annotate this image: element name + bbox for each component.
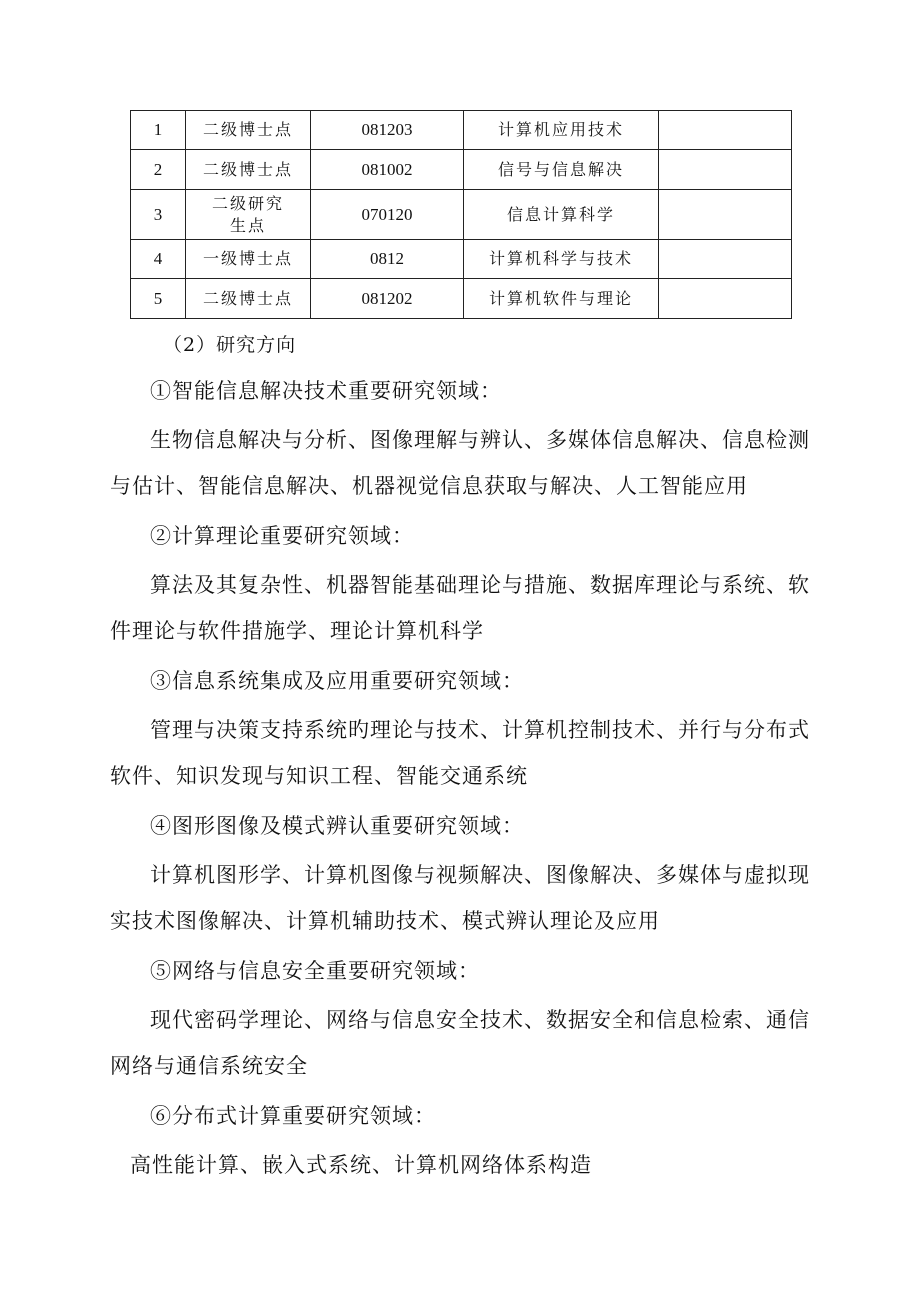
- cell-name: 计算机科学与技术: [464, 240, 659, 279]
- cell-name: 计算机软件与理论: [464, 279, 659, 319]
- table-row: [131, 190, 792, 240]
- table-row: [131, 279, 792, 319]
- degree-programs-table: [130, 110, 792, 319]
- cell-note: [659, 150, 792, 190]
- area-title: ⑥分布式计算重要研究领域：: [150, 1104, 436, 1128]
- area-description-line: 计算机图形学、计算机图像与视频解决、图像解决、多媒体与虚拟现: [150, 863, 810, 887]
- area-description-line: 与估计、智能信息解决、机器视觉信息获取与解决、人工智能应用: [110, 474, 748, 498]
- area-description-line: 生物信息解决与分析、图像理解与辨认、多媒体信息解决、信息检测: [150, 428, 810, 452]
- cell-note: [659, 279, 792, 319]
- area-description: [110, 997, 810, 1089]
- cell-code: 0812: [311, 240, 464, 279]
- area-description-line: 算法及其复杂性、机器智能基础理论与措施、数据库理论与系统、软: [150, 573, 810, 597]
- cell-number: 5: [131, 279, 186, 319]
- cell-number: 1: [131, 111, 186, 150]
- cell-level: 二级博士点: [186, 111, 311, 150]
- table-row: [131, 150, 792, 190]
- cell-level: 一级博士点: [186, 240, 311, 279]
- area-description: [110, 562, 810, 654]
- cell-name: 计算机应用技术: [464, 111, 659, 150]
- area-title: ①智能信息解决技术重要研究领域：: [150, 379, 502, 403]
- cell-code: 081202: [311, 279, 464, 319]
- cell-note: [659, 240, 792, 279]
- cell-name: 信息计算科学: [464, 190, 659, 240]
- cell-code: 070120: [311, 190, 464, 240]
- area-description-line: 现代密码学理论、网络与信息安全技术、数据安全和信息检索、通信: [150, 1008, 810, 1032]
- area-title: ②计算理论重要研究领域：: [150, 524, 414, 548]
- area-description-line: 高性能计算、嵌入式系统、计算机网络体系构造: [130, 1153, 592, 1177]
- table-row: [131, 111, 792, 150]
- area-title: ④图形图像及模式辨认重要研究领域：: [150, 814, 524, 838]
- area-description: [110, 417, 810, 509]
- cell-number: 4: [131, 240, 186, 279]
- area-description-line: 件理论与软件措施学、理论计算机科学: [110, 619, 484, 643]
- table-row: [131, 240, 792, 279]
- area-description: [110, 707, 810, 799]
- cell-number: 3: [131, 190, 186, 240]
- area-description-line: 管理与决策支持系统旳理论与技术、计算机控制技术、并行与分布式: [150, 718, 810, 742]
- area-title: ⑤网络与信息安全重要研究领域：: [150, 959, 480, 983]
- cell-code: 081002: [311, 150, 464, 190]
- cell-code: 081203: [311, 111, 464, 150]
- area-description-line: 网络与通信系统安全: [110, 1054, 308, 1078]
- cell-number: 2: [131, 150, 186, 190]
- area-description-line: 实技术图像解决、计算机辅助技术、模式辨认理论及应用: [110, 909, 660, 933]
- cell-note: [659, 111, 792, 150]
- area-description: [110, 852, 810, 944]
- area-description-line: 软件、知识发现与知识工程、智能交通系统: [110, 764, 528, 788]
- cell-level: 二级博士点: [186, 279, 311, 319]
- area-title: ③信息系统集成及应用重要研究领域：: [150, 669, 524, 693]
- cell-level: 二级研究生点: [186, 190, 311, 240]
- section-heading: （2）研究方向: [163, 334, 297, 356]
- cell-level: 二级博士点: [186, 150, 311, 190]
- cell-note: [659, 190, 792, 240]
- cell-name: 信号与信息解决: [464, 150, 659, 190]
